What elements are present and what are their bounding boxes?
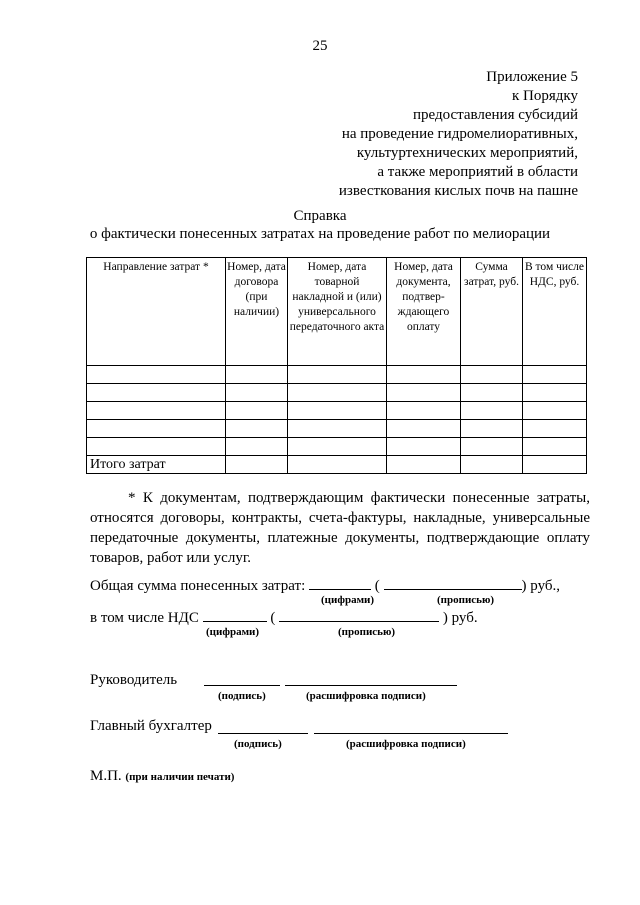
costs-table	[86, 257, 587, 474]
table-cell[interactable]	[523, 420, 587, 438]
vat-line	[90, 608, 478, 627]
table-cell[interactable]	[523, 366, 587, 384]
total-sum-label: Общая сумма понесенных затрат:	[90, 578, 306, 594]
page-number: 25	[312, 38, 328, 54]
vat-words-hint: (прописью)	[338, 626, 396, 638]
accountant-decode-hint: (расшифровка подписи)	[346, 738, 466, 750]
table-cell[interactable]	[461, 438, 523, 456]
document-subtitle: о фактически понесенных затратах на проведение работ по мелиорации	[89, 226, 551, 242]
table-cell[interactable]	[387, 402, 461, 420]
total-sum-digits-hint: (цифрами)	[321, 594, 375, 606]
table-header-row	[87, 258, 587, 366]
table-cell[interactable]	[288, 456, 387, 474]
column-header-vat: В том числе НДС, руб.	[523, 258, 587, 366]
appendix-line: на проведение гидромелиоративных,	[341, 126, 578, 142]
vat-words-field[interactable]	[279, 608, 439, 622]
director-decode-field[interactable]	[285, 685, 457, 686]
table-cell[interactable]	[226, 366, 288, 384]
table-row	[87, 384, 587, 402]
table-total-row	[87, 456, 587, 474]
director-decode-hint: (расшифровка подписи)	[306, 690, 426, 702]
table-cell[interactable]	[387, 438, 461, 456]
table-row	[87, 402, 587, 420]
table-cell[interactable]	[87, 420, 226, 438]
table-cell[interactable]	[288, 384, 387, 402]
appendix-line: известкования кислых почв на пашне	[338, 183, 578, 199]
appendix-line: а также мероприятий в области	[377, 164, 578, 180]
table-cell[interactable]	[387, 384, 461, 402]
table-row	[87, 438, 587, 456]
total-sum-words-hint: (прописью)	[437, 594, 495, 606]
column-header-sum: Сумма затрат, руб.	[461, 258, 523, 366]
table-cell[interactable]	[226, 384, 288, 402]
total-sum-close: ) руб.,	[521, 578, 561, 594]
table-cell[interactable]	[461, 402, 523, 420]
accountant-decode-field[interactable]	[314, 733, 508, 734]
table-row	[87, 366, 587, 384]
document-title: Справка	[293, 208, 347, 224]
director-signature-hint: (подпись)	[218, 690, 266, 702]
appendix-header	[339, 68, 578, 201]
footnote-paragraph: * К документам, подтверждающим фактически понесенные затраты, относятся договоры, контракты, счета-фактуры, накладные, универсальные передаточные документы, платежные документы, подтверждающие оплату товаров, работ или услуг.	[90, 490, 590, 566]
vat-digits-field[interactable]	[203, 608, 267, 622]
appendix-line: культуртехнических мероприятий,	[356, 145, 578, 161]
table-cell[interactable]	[87, 438, 226, 456]
table-cell[interactable]	[288, 438, 387, 456]
accountant-signature-field[interactable]	[218, 733, 308, 734]
table-cell[interactable]	[461, 384, 523, 402]
table-cell[interactable]	[387, 366, 461, 384]
total-sum-line	[90, 576, 560, 595]
appendix-line: предоставления субсидий	[412, 107, 578, 123]
vat-open-paren: (	[270, 610, 276, 626]
table-cell[interactable]	[87, 366, 226, 384]
table-cell[interactable]	[387, 420, 461, 438]
vat-label: в том числе НДС	[90, 610, 199, 626]
column-header-invoice: Номер, дата товарной накладной и (или) универсального передаточного акта	[288, 258, 387, 366]
appendix-line: Приложение 5	[486, 69, 578, 85]
vat-close: ) руб.	[442, 610, 478, 626]
table-cell[interactable]	[523, 438, 587, 456]
appendix-line: к Порядку	[512, 88, 578, 104]
table-cell[interactable]	[226, 402, 288, 420]
total-sum-digits-field[interactable]	[309, 576, 371, 590]
accountant-signature-hint: (подпись)	[234, 738, 282, 750]
table-cell[interactable]	[226, 456, 288, 474]
table-cell[interactable]	[87, 402, 226, 420]
accountant-label: Главный бухгалтер	[90, 718, 212, 734]
table-cell[interactable]	[523, 456, 587, 474]
table-cell[interactable]	[387, 456, 461, 474]
column-header-direction: Направление затрат *	[87, 258, 226, 366]
table-cell[interactable]	[87, 384, 226, 402]
total-label: Итого затрат	[87, 456, 226, 474]
total-sum-words-field[interactable]	[384, 576, 522, 590]
table-row	[87, 420, 587, 438]
director-label: Руководитель	[90, 672, 178, 688]
table-cell[interactable]	[226, 438, 288, 456]
stamp-line	[90, 768, 234, 785]
director-signature-field[interactable]	[204, 685, 280, 686]
vat-digits-hint: (цифрами)	[206, 626, 260, 638]
table-cell[interactable]	[523, 402, 587, 420]
total-sum-open-paren: (	[374, 578, 380, 594]
table-cell[interactable]	[288, 402, 387, 420]
table-cell[interactable]	[461, 420, 523, 438]
column-header-payment-doc: Номер, дата документа, подтвер-ждающего оплату	[387, 258, 461, 366]
table-cell[interactable]	[461, 366, 523, 384]
table-cell[interactable]	[288, 366, 387, 384]
table-cell[interactable]	[461, 456, 523, 474]
stamp-note: (при наличии печати)	[125, 771, 235, 783]
stamp-label: М.П.	[90, 768, 122, 784]
column-header-contract: Номер, дата договора (при наличии)	[226, 258, 288, 366]
table-cell[interactable]	[226, 420, 288, 438]
table-cell[interactable]	[288, 420, 387, 438]
table-cell[interactable]	[523, 384, 587, 402]
